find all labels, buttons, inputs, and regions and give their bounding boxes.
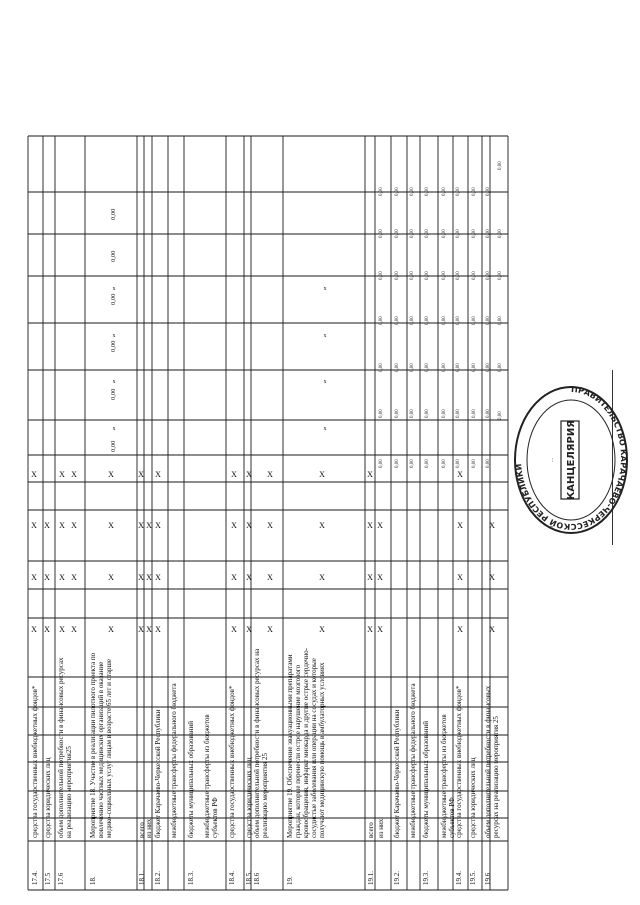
x-mark: X (155, 625, 161, 634)
row-text: средства государственных внебюджетных фондов* (31, 685, 39, 838)
row-text: Мероприятие 19. Обеспечение эвакуационными препаратами граждан, которые перенесли острое нарушение мозгового кровообращения, инфаркт миокарда и другие острые сердечно-сосудистые заболевания или операции на сосудах и которые получают медицинскую помощь в амбулаторных условиях (286, 648, 326, 838)
row-text: объем дополнительной потребности в финансовых ресурсах на реализацию мероприятия 25 (484, 685, 500, 838)
row-num: 19.5. (469, 871, 477, 885)
zero-value: 0,00 (425, 459, 430, 468)
zero-value: 0,00 (456, 229, 461, 238)
zero-value: 0,00 (379, 316, 384, 325)
x-mark: X (231, 625, 237, 634)
zero-value: 0,00 (395, 187, 400, 196)
x-mark: X (108, 573, 114, 582)
value-top-6: 0,00 (110, 208, 117, 220)
row-num: 17.5 (44, 872, 52, 885)
x-mark: X (31, 573, 37, 582)
value-top-5: 0,00 (110, 250, 117, 262)
zero-value: 0,00 (379, 363, 384, 372)
row-text: средства юридических лиц (469, 757, 477, 838)
zero-value: 0,00 (486, 363, 491, 372)
zero-value: 0,00 (456, 316, 461, 325)
zero-value: 0,00 (410, 229, 415, 238)
zero-value: 0,00 (395, 271, 400, 280)
row-num: 19.1. (367, 871, 375, 885)
zero-value: 0,00 (425, 316, 430, 325)
x-mark: X (489, 625, 495, 634)
x-mark: X (155, 470, 161, 479)
x-mark: X (71, 573, 77, 582)
zero-value: 0,00 (472, 363, 477, 372)
zero-value: 0,00 (395, 316, 400, 325)
zero-value: 0,00 (472, 316, 477, 325)
row-text: Мероприятие 18. Участие в реализации пилотного проекта по вовлечению частных медицинских организаций в оказание медико-социальных услуг лицам в возрасте 65 лет и старше (89, 652, 113, 838)
x-mark: X (319, 573, 325, 582)
zero-value: 0,00 (498, 271, 503, 280)
x-mark: X (231, 470, 237, 479)
zero-value: 0,00 (395, 229, 400, 238)
x-mark: X (155, 573, 161, 582)
row-text: бюджеты муниципальных образований (422, 720, 430, 838)
official-stamp (512, 382, 630, 538)
zero-value: 0,00 (425, 363, 430, 372)
zero-value: 0,00 (410, 187, 415, 196)
x-mark: X (457, 625, 463, 634)
x-mark: X (231, 521, 237, 530)
row-text: объем дополнительной потребности в финансовых ресурсах на реализацию мероприятия 25 (253, 648, 269, 838)
x-mark: X (71, 470, 77, 479)
row-text: всего (367, 822, 375, 838)
stamp-ring-text: ПРАВИТЕЛЬСТВО КАРАЧАЕВО-ЧЕРКЕССКОЙ РЕСПУБЛИКИ (514, 384, 628, 532)
zero-value: 0,00 (379, 229, 384, 238)
zero-value: 0,00 (498, 411, 503, 420)
x-mark: X (457, 470, 463, 479)
x-mark: X (138, 625, 144, 634)
x-mark: X (59, 470, 65, 479)
x-mark: X (267, 625, 273, 634)
value-top-1: 0,00 (110, 440, 117, 452)
x-mark: X (44, 521, 50, 530)
small-x-mark: x (323, 426, 327, 432)
value-top-2: 0,00 (110, 388, 117, 400)
row-text: межбюджетные трансферты из бюджетов субъектов РФ (203, 714, 219, 838)
zero-value: 0,00 (498, 363, 503, 372)
zero-value: 0,00 (442, 229, 447, 238)
small-x-mark: x (112, 333, 116, 339)
zero-value: 0,00 (486, 229, 491, 238)
zero-value: 0,00 (472, 187, 477, 196)
zero-value: 0,00 (410, 363, 415, 372)
zero-value: 0,00 (456, 409, 461, 418)
zero-value: 0,00 (486, 316, 491, 325)
x-mark: X (246, 573, 252, 582)
x-mark: X (71, 521, 77, 530)
x-mark: X (367, 521, 373, 530)
zero-value: 0,00 (442, 459, 447, 468)
row-text: всего (138, 822, 146, 838)
x-mark: X (267, 470, 273, 479)
x-mark: X (377, 521, 383, 530)
x-mark: X (155, 521, 161, 530)
row-text: средства юридических лиц (44, 757, 52, 838)
x-mark: X (146, 521, 152, 530)
zero-value: 0,00 (498, 161, 503, 170)
x-mark: X (44, 573, 50, 582)
x-mark: X (108, 470, 114, 479)
small-x-mark: x (112, 379, 116, 385)
x-mark: X (146, 625, 152, 634)
x-mark: X (457, 573, 463, 582)
x-mark: X (31, 470, 37, 479)
zero-value: 0,00 (410, 459, 415, 468)
row-num: 18.3. (187, 871, 195, 885)
zero-value: 0,00 (410, 271, 415, 280)
zero-value: 0,00 (472, 459, 477, 468)
zero-value: 0,00 (379, 271, 384, 280)
row-num: 18.4. (228, 871, 236, 885)
x-mark: X (246, 470, 252, 479)
zero-value: 0,00 (379, 459, 384, 468)
zero-value: 0,00 (379, 409, 384, 418)
x-mark: X (377, 625, 383, 634)
row-num: 18. (89, 876, 97, 885)
value-top-3: 0,00 (110, 340, 117, 352)
x-mark: X (319, 470, 325, 479)
x-mark: X (31, 625, 37, 634)
small-x-mark: x (323, 379, 327, 385)
zero-value: 0,00 (442, 316, 447, 325)
row-text: из них: (377, 816, 385, 838)
row-num: 18.6 (253, 872, 261, 885)
zero-value: 0,00 (472, 409, 477, 418)
zero-value: 0,00 (456, 459, 461, 468)
row-text: межбюджетные трансферты федерального бюджета (409, 683, 417, 838)
x-mark: X (138, 521, 144, 530)
zero-value: 0,00 (442, 363, 447, 372)
x-mark: X (108, 625, 114, 634)
zero-value: 0,00 (425, 409, 430, 418)
row-text: бюджет Карачаево-Черкесской Республики (154, 709, 162, 838)
zero-value: 0,00 (379, 187, 384, 196)
row-num: 19.2. (393, 871, 401, 885)
zero-value: 0,00 (498, 229, 503, 238)
x-mark: X (59, 625, 65, 634)
x-mark: X (367, 625, 373, 634)
stamp-center-text: КАНЦЕЛЯРИЯ (566, 420, 577, 500)
x-mark: X (319, 521, 325, 530)
x-mark: X (246, 625, 252, 634)
x-mark: X (31, 521, 37, 530)
stamp-inner-text: … (550, 457, 555, 463)
x-mark: X (246, 521, 252, 530)
zero-value: 0,00 (425, 271, 430, 280)
x-mark: X (267, 521, 273, 530)
row-num: 19.6 (484, 872, 492, 885)
x-mark: X (138, 573, 144, 582)
x-mark: X (146, 573, 152, 582)
zero-value: 0,00 (442, 271, 447, 280)
row-num: 19.4. (455, 871, 463, 885)
row-num: 18.5. (245, 871, 253, 885)
row-text: из них: (145, 816, 153, 838)
small-x-mark: x (112, 426, 116, 432)
zero-value: 0,00 (442, 409, 447, 418)
row-text: межбюджетные трансферты из бюджетов субъектов РФ (440, 714, 456, 838)
row-text: средства государственных внебюджетных фондов* (228, 685, 236, 838)
zero-value: 0,00 (472, 229, 477, 238)
zero-value: 0,00 (425, 229, 430, 238)
x-mark: X (138, 470, 144, 479)
row-num: 18.1. (138, 871, 146, 885)
small-x-mark: x (323, 286, 327, 292)
row-text: бюджеты муниципальных образований (187, 720, 195, 838)
x-mark: X (377, 573, 383, 582)
zero-value: 0,00 (486, 409, 491, 418)
x-mark: X (44, 625, 50, 634)
row-num: 19. (286, 876, 294, 885)
row-text: бюджет Карачаево-Черкесской Республики (393, 709, 401, 838)
x-mark: X (231, 573, 237, 582)
x-mark: X (71, 625, 77, 634)
row-num: 17.6 (57, 872, 65, 885)
zero-value: 0,00 (498, 316, 503, 325)
zero-value: 0,00 (486, 187, 491, 196)
zero-value: 0,00 (410, 316, 415, 325)
row-num: 19.3. (422, 871, 430, 885)
x-mark: X (367, 470, 373, 479)
row-text: средства государственных внебюджетных фондов* (455, 685, 463, 838)
zero-value: 0,00 (395, 363, 400, 372)
zero-value: 0,00 (395, 409, 400, 418)
zero-value: 0,00 (442, 187, 447, 196)
zero-value: 0,00 (456, 363, 461, 372)
zero-value: 0,00 (472, 271, 477, 280)
zero-value: 0,00 (395, 459, 400, 468)
row-num: 17.4. (31, 871, 39, 885)
zero-value: 0,00 (425, 187, 430, 196)
zero-value: 0,00 (486, 271, 491, 280)
x-mark: X (59, 521, 65, 530)
x-mark: X (59, 573, 65, 582)
row-text: средства юридических лиц (245, 757, 253, 838)
row-text: межбюджетные трансферты федерального бюджета (170, 683, 178, 838)
zero-value: 0,00 (410, 409, 415, 418)
zero-value: 0,00 (486, 459, 491, 468)
x-mark: X (108, 521, 114, 530)
small-x-mark: x (112, 286, 116, 292)
x-mark: X (319, 625, 325, 634)
x-mark: X (457, 521, 463, 530)
row-text: объем дополнительной потребности в финансовых ресурсах на реализацию мероприятия25 (57, 657, 73, 838)
row-num: 18.2. (154, 871, 162, 885)
x-mark: X (489, 573, 495, 582)
small-x-mark: x (323, 333, 327, 339)
x-mark: X (367, 573, 373, 582)
x-mark: X (267, 573, 273, 582)
value-top-4: 0,00 (110, 293, 117, 305)
zero-value: 0,00 (456, 187, 461, 196)
zero-value: 0,00 (456, 271, 461, 280)
x-mark: X (489, 521, 495, 530)
